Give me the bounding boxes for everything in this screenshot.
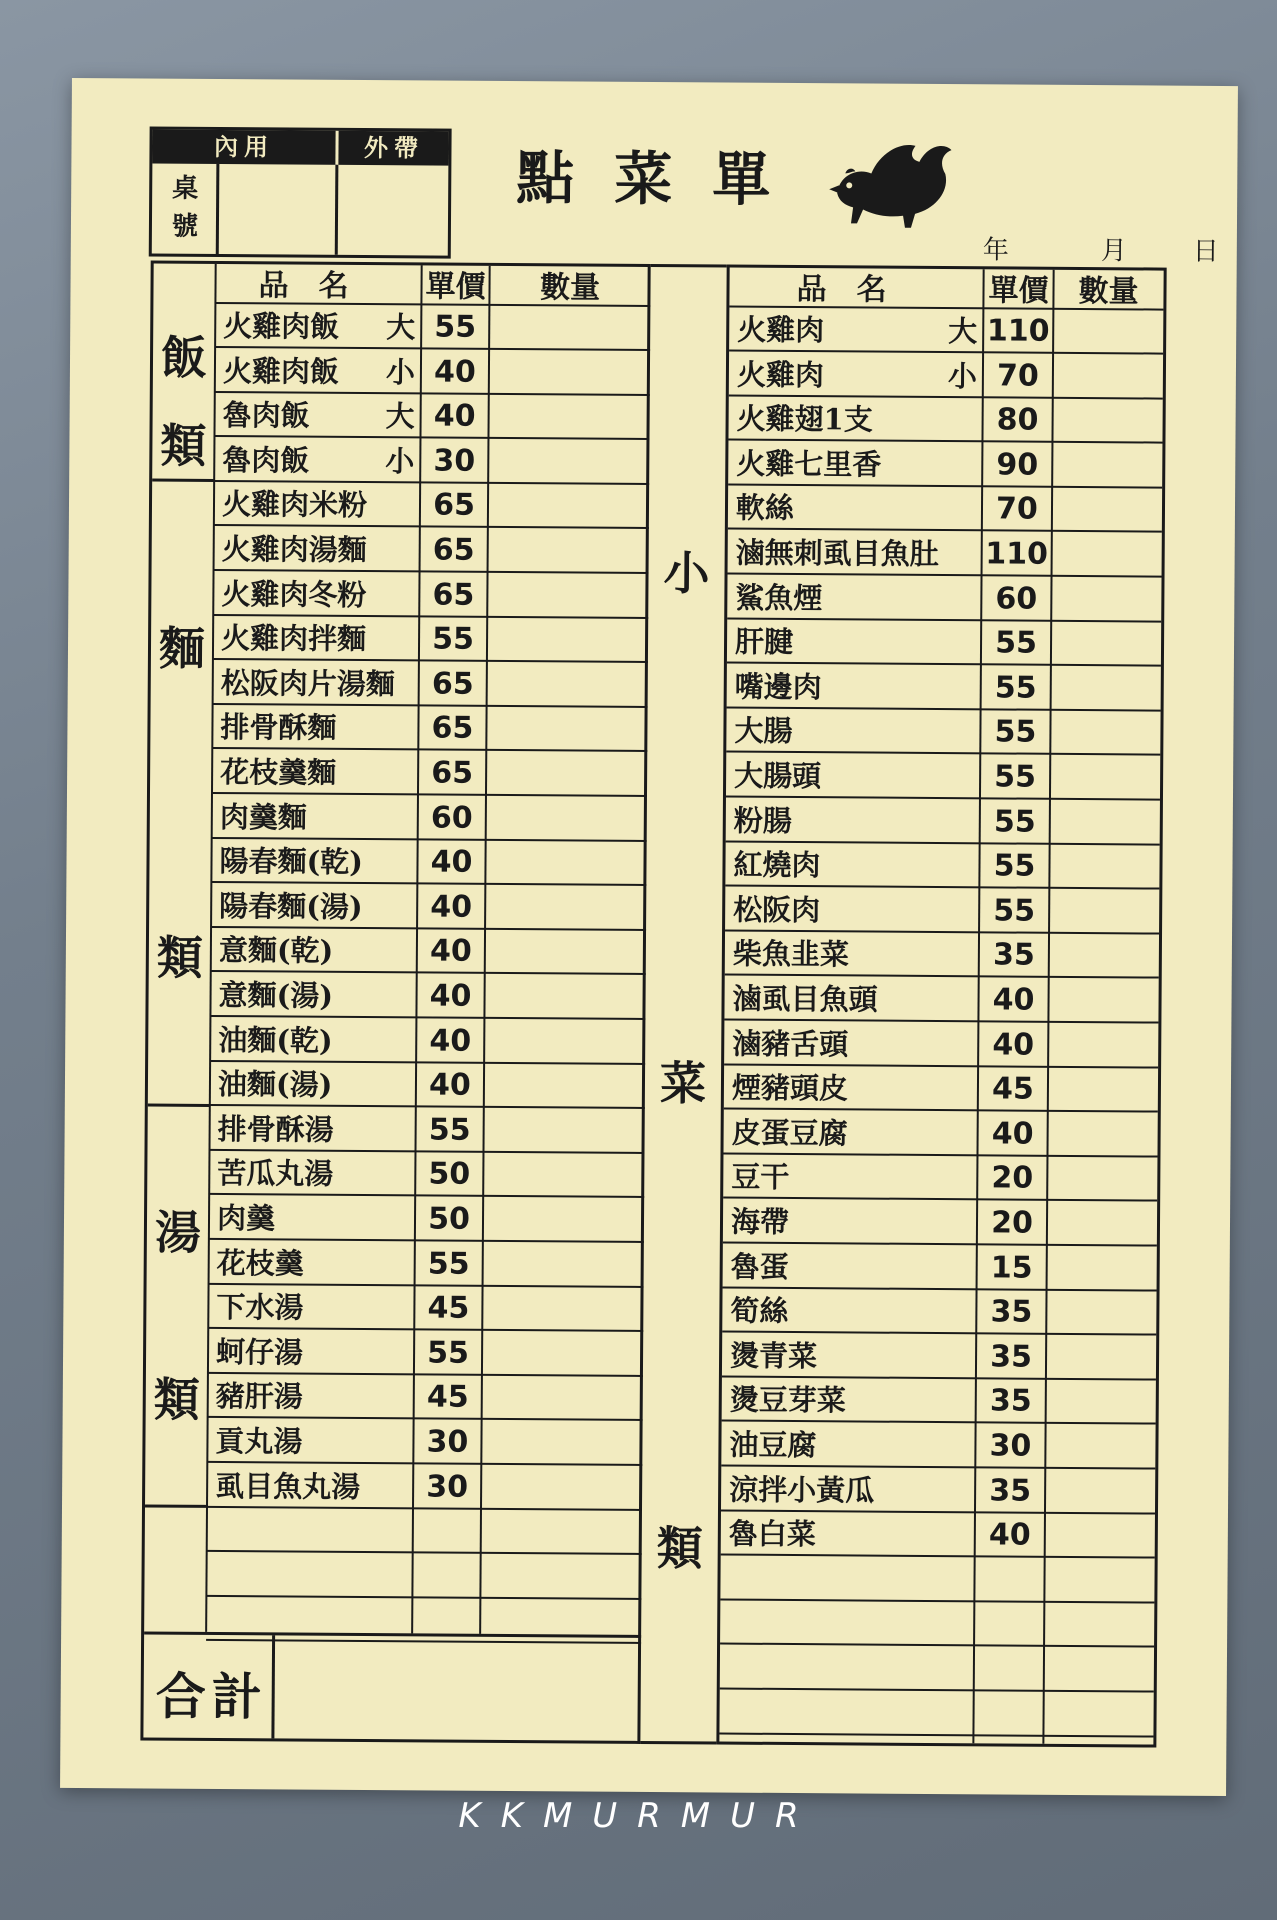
menu-item-row [210,1062,645,1109]
item-name: 虱目魚丸湯 [215,1468,361,1504]
item-name: 花枝羹 [216,1245,304,1281]
item-price: 20 [991,1205,1034,1241]
item-name: 花枝羹麵 [220,755,337,790]
item-price: 90 [996,447,1039,483]
col-qty-header: 數量 [1078,273,1139,310]
item-name: 苦瓜丸湯 [217,1156,334,1192]
item-price: 35 [990,1294,1033,1330]
menu-item-row [726,798,1160,845]
item-name: 意麵(乾) [218,933,334,969]
item-name: 油豆腐 [729,1427,817,1463]
blank-row [720,1646,1154,1693]
menu-item-row [214,527,649,574]
item-price: 40 [988,1517,1031,1553]
category-label-char: 類 [156,930,204,986]
menu-item-row [722,1289,1156,1336]
item-price: 55 [427,1246,470,1282]
item-size: 大 [385,399,415,434]
menu-item-row [213,616,648,663]
menu-item-row [721,1423,1155,1470]
menu-item-row [210,973,645,1020]
blank-row [206,1597,641,1644]
menu-item-row [729,308,1163,355]
item-price: 60 [995,581,1038,617]
category-label-char: 類 [656,1521,703,1576]
left-menu-panel [140,261,650,1744]
item-price: 70 [996,358,1039,394]
item-price: 55 [427,1335,470,1371]
menu-item-row [723,1244,1157,1291]
item-name: 嘴邊肉 [734,669,822,704]
item-name: 肉羹 [216,1200,276,1236]
item-price: 40 [429,933,472,970]
category-label-char: 小 [663,546,710,601]
menu-item-row [215,349,650,396]
blank-row [206,1553,641,1600]
item-price: 40 [991,1116,1034,1152]
item-name: 大腸頭 [734,758,822,794]
menu-item-row [728,397,1162,444]
item-name: 松阪肉 [733,892,821,927]
item-price: 50 [428,1201,471,1237]
item-name: 火雞七里香 [736,446,882,482]
item-name: 滷無刺虱目魚肚 [735,535,939,572]
menu-item-row [726,709,1160,756]
item-name: 火雞肉飯 [223,309,340,344]
menu-item-row [721,1512,1155,1559]
menu-item-row [723,1200,1157,1247]
date-line [931,229,1221,267]
item-price: 65 [431,710,474,747]
item-name: 皮蛋豆腐 [731,1115,848,1151]
category-cell [145,1106,210,1508]
item-price: 40 [992,982,1035,1018]
item-name: 魯蛋 [730,1249,789,1284]
item-name: 海帶 [730,1204,790,1239]
item-price: 45 [991,1071,1034,1107]
item-price: 55 [432,621,475,657]
menu-item-row [214,393,649,440]
item-price: 30 [426,1424,469,1460]
item-name: 滷虱目魚頭 [732,981,878,1017]
table-number-label: 桌號 [171,173,199,242]
menu-item-row [728,441,1162,488]
menu-item-row [209,1151,644,1198]
menu-item-row [727,575,1161,622]
item-name: 陽春麵(乾) [219,844,364,880]
item-name: 火雞肉 [736,357,825,392]
menu-item-row [209,1196,644,1243]
watermark: KKMURMUR [458,1796,819,1836]
dine-option-box [149,126,452,258]
item-name: 火雞肉米粉 [221,487,368,523]
item-name: 火雞肉飯 [222,353,340,389]
dine-in-label: 內用 [213,132,275,162]
menu-item-row [207,1419,642,1466]
category-cell [148,482,214,1107]
category-label-char: 湯 [154,1205,202,1260]
blank-row [720,1556,1154,1603]
item-name: 魯肉飯 [222,398,310,433]
item-price: 35 [992,937,1035,974]
item-name: 燙青菜 [729,1338,818,1373]
item-price: 35 [989,1472,1032,1509]
menu-item-row [214,482,649,529]
total-label: 合計 [155,1667,268,1727]
item-name: 滷豬舌頭 [732,1026,849,1061]
item-name: 軟絲 [735,490,795,526]
item-price: 55 [993,803,1036,840]
menu-item-row [725,887,1159,934]
menu-item-row [209,1107,644,1154]
item-price: 65 [431,755,474,791]
item-price: 45 [426,1379,469,1416]
column-header-row [215,264,650,307]
category-cell [152,304,215,483]
item-name: 豆干 [731,1159,790,1195]
item-size: 大 [386,310,416,345]
menu-item-row [208,1285,643,1332]
item-price: 20 [991,1160,1034,1197]
menu-item-row [209,1241,644,1288]
order-form [60,78,1238,1796]
item-name: 鯊魚煙 [735,580,823,615]
item-price: 45 [427,1290,470,1326]
item-size: 小 [947,358,978,393]
item-name: 陽春麵(湯) [219,888,363,924]
side-dish-category-column [640,264,726,1744]
item-price: 40 [430,844,473,880]
item-price: 60 [430,800,473,836]
item-price: 65 [432,577,475,613]
blank-row [719,1690,1153,1737]
item-price: 110 [985,536,1049,572]
item-price: 65 [431,666,474,702]
menu-item-row [728,486,1162,533]
item-name: 排骨酥麵 [220,710,337,746]
menu-item-row [725,843,1159,890]
item-price: 40 [429,1023,472,1059]
menu-item-row [214,438,649,485]
menu-item-row [724,1066,1158,1113]
item-price: 35 [989,1383,1032,1420]
menu-item-row [213,572,648,619]
item-price: 40 [433,354,476,390]
blank-row [207,1508,642,1555]
item-name: 火雞肉拌麵 [220,621,367,657]
item-price: 55 [993,893,1036,929]
item-name: 意麵(湯) [218,977,334,1013]
menu-item-row [729,352,1163,399]
item-name: 魯肉飯 [222,442,310,478]
item-size: 小 [385,443,415,479]
item-name: 紅燒肉 [733,847,821,883]
menu-item-row [213,661,648,708]
item-name: 豬肝湯 [215,1379,303,1414]
item-price: 15 [990,1249,1033,1286]
item-price: 40 [992,1026,1035,1063]
item-price: 40 [433,398,476,434]
item-name: 火雞翅1支 [736,401,873,437]
item-price: 40 [429,978,472,1014]
takeout-label: 外帶 [363,133,425,163]
menu-item-row [211,884,646,931]
right-menu-panel [716,265,1166,1748]
item-name: 油麵(湯) [217,1067,333,1102]
menu-item-row [208,1374,643,1421]
item-price: 55 [428,1112,471,1148]
item-price: 30 [433,443,476,479]
item-name: 蚵仔湯 [215,1334,304,1370]
item-price: 110 [986,313,1050,349]
page-title: 點菜單 [516,144,811,215]
col-name-header: 品名 [258,268,379,305]
item-price: 55 [993,848,1036,884]
item-name: 肝腱 [734,624,794,660]
col-name-header: 品名 [796,272,917,308]
menu-item-row [728,531,1162,578]
menu-item-row [211,928,646,975]
total-row [143,1631,641,1740]
rooster-icon [819,123,960,234]
item-name: 煙豬頭皮 [731,1070,849,1106]
col-price-header: 單價 [425,269,486,305]
col-price-header: 單價 [988,273,1049,309]
item-price: 55 [995,625,1038,661]
item-price: 65 [432,532,475,568]
menu-item-row [724,977,1158,1024]
date-day-label: 日 [1192,236,1219,267]
item-price: 40 [428,1067,471,1103]
item-name: 筍絲 [730,1293,789,1329]
category-label-char: 類 [160,418,207,474]
item-price: 55 [994,670,1037,706]
item-price: 40 [430,889,473,925]
menu-item-row [721,1467,1155,1514]
category-label-char: 飯 [160,330,208,385]
item-name: 涼拌小黃瓜 [729,1472,875,1508]
menu-item-row [212,795,647,842]
item-price: 30 [426,1469,469,1505]
item-name: 火雞肉湯麵 [221,532,367,568]
item-name: 肉羹麵 [219,799,307,835]
item-name: 貢丸湯 [215,1423,303,1459]
item-price: 30 [989,1428,1032,1464]
menu-item-row [727,664,1161,711]
item-size: 小 [385,354,416,389]
category-label-char: 類 [153,1372,200,1427]
item-price: 50 [428,1156,471,1193]
item-name: 油麵(乾) [218,1022,333,1058]
menu-item-row [207,1464,642,1511]
menu-item-row [723,1110,1157,1157]
menu-item-row [211,839,646,886]
item-name: 柴魚韭菜 [732,936,850,972]
item-price: 35 [990,1339,1033,1375]
category-label-char: 麵 [158,621,206,676]
menu-item-row [726,754,1160,801]
item-name: 大腸 [734,713,793,749]
menu-item-row [722,1378,1156,1425]
item-name: 粉腸 [733,803,792,838]
item-name: 魯白菜 [728,1516,816,1552]
item-price: 70 [995,491,1038,528]
menu-item-row [724,1021,1158,1068]
menu-item-row [722,1333,1156,1380]
item-price: 80 [996,402,1039,438]
menu-item-row [210,1018,645,1065]
item-name: 火雞肉冬粉 [221,576,367,612]
item-name: 燙豆芽菜 [729,1382,846,1418]
date-month-label: 月 [1100,236,1127,267]
menu-item-row [208,1330,643,1377]
category-label-char: 菜 [659,1056,707,1111]
menu-item-row [215,304,650,351]
menu-item-row [723,1155,1157,1202]
col-qty-header: 數量 [539,270,601,306]
menu-item-row [725,932,1159,979]
item-name: 下水湯 [216,1290,304,1325]
blank-row [720,1601,1154,1648]
item-price: 55 [434,309,477,345]
item-price: 65 [433,487,476,524]
item-name: 松阪肉片湯麵 [220,665,395,702]
item-price: 55 [994,714,1037,751]
menu-item-row [212,750,647,797]
menu-item-row [727,620,1161,667]
item-size: 大 [948,314,978,349]
menu-item-row [212,705,647,752]
date-year-label: 年 [982,235,1009,266]
item-price: 55 [994,759,1037,795]
item-name: 排骨酥湯 [217,1111,334,1147]
item-name: 火雞肉 [737,312,825,348]
column-header-row [729,268,1163,311]
